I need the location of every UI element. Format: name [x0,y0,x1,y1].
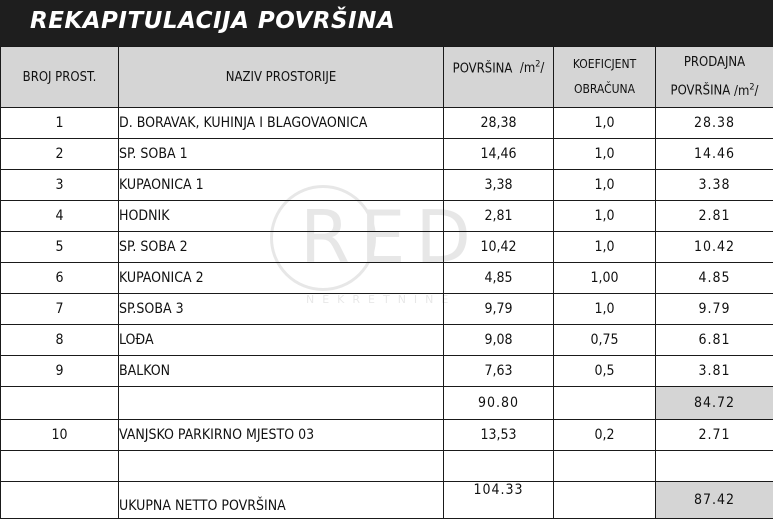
room-number: 8 [1,325,119,356]
subtotal-name [119,387,444,420]
table-header-row [1,47,773,108]
room-coefficient: 0,5 [554,356,656,387]
room-name: SP. SOBA 1 [119,139,444,170]
table-row [1,201,773,232]
subtotal-coef [554,387,656,420]
table-row [1,232,773,263]
total-name: UKUPNA NETTO POVRŠINA [119,482,444,519]
watermark-subtitle: NEKRETNINE [306,293,456,306]
room-sale-area: 28.38 [656,108,773,139]
room-number: 9 [1,356,119,387]
room-number: 6 [1,263,119,294]
room-area: 14,46 [444,139,554,170]
room-sale-area: 3.38 [656,170,773,201]
recap-table [0,46,773,519]
grand-total-row [1,482,773,519]
subtotal-row [1,387,773,420]
header-name: NAZIV PROSTORIJE [119,47,444,108]
empty-row [1,451,773,482]
room-name: KUPAONICA 2 [119,263,444,294]
room-name: SP.SOBA 3 [119,294,444,325]
table-row [1,139,773,170]
header-number: BROJ PROST. [1,47,119,108]
room-area: 7,63 [444,356,554,387]
table-row [1,108,773,139]
room-area: 2,81 [444,201,554,232]
total-coef [554,482,656,519]
room-rows [1,108,773,387]
room-name: HODNIK [119,201,444,232]
room-sale-area: 10.42 [656,232,773,263]
room-name: LOĐA [119,325,444,356]
room-coefficient: 1,0 [554,201,656,232]
parking-area: 13,53 [444,420,554,451]
room-area: 10,42 [444,232,554,263]
total-sale: 87.42 [656,482,773,519]
subtotal-sale: 84.72 [656,387,773,420]
parking-name: VANJSKO PARKIRNO MJESTO 03 [119,420,444,451]
room-sale-area: 14.46 [656,139,773,170]
header-coef-line2: OBRAČUNA [554,77,655,102]
subtotal-num [1,387,119,420]
header-area-label: POVRŠINA [453,61,513,76]
room-sale-area: 4.85 [656,263,773,294]
room-area: 9,08 [444,325,554,356]
header-sale-area [656,47,773,108]
room-sale-area: 2.81 [656,201,773,232]
room-sale-area: 9.79 [656,294,773,325]
room-number: 4 [1,201,119,232]
table-row [1,325,773,356]
room-area: 4,85 [444,263,554,294]
header-area-unit: $/m^2/$ [516,61,544,76]
room-number: 2 [1,139,119,170]
parking-num: 10 [1,420,119,451]
room-name: BALKON [119,356,444,387]
room-number: 7 [1,294,119,325]
room-area: 3,38 [444,170,554,201]
room-name: KUPAONICA 1 [119,170,444,201]
room-area: 9,79 [444,294,554,325]
title-bar [0,0,773,46]
room-name: SP. SOBA 2 [119,232,444,263]
room-coefficient: 0,75 [554,325,656,356]
room-coefficient: 1,0 [554,232,656,263]
room-area: 28,38 [444,108,554,139]
room-coefficient: 1,00 [554,263,656,294]
room-number: 3 [1,170,119,201]
parking-sale: 2.71 [656,420,773,451]
header-coef-line1: KOEFICJENT [554,52,655,77]
header-area [444,47,554,108]
room-coefficient: 1,0 [554,170,656,201]
summary-rows [1,387,773,519]
document-title: REKAPITULACIJA POVRŠINA [30,8,395,34]
header-coefficient [554,47,656,108]
total-num [1,482,119,519]
room-coefficient: 1,0 [554,139,656,170]
room-name: D. BORAVAK, KUHINJA I BLAGOVAONICA [119,108,444,139]
room-sale-area: 6.81 [656,325,773,356]
header-sale-line2: POVRŠINA $/m^2/$ [656,75,773,103]
room-coefficient: 1,0 [554,108,656,139]
total-area: 104.33 [444,482,554,519]
parking-row [1,420,773,451]
table-row [1,263,773,294]
parking-coef: 0,2 [554,420,656,451]
watermark-letters: RED [300,195,481,279]
header-sale-line1: PRODAJNA [656,50,773,75]
table-row [1,170,773,201]
room-sale-area: 3.81 [656,356,773,387]
subtotal-area: 90.80 [444,387,554,420]
table-row [1,356,773,387]
room-number: 5 [1,232,119,263]
room-number: 1 [1,108,119,139]
table-row [1,294,773,325]
room-coefficient: 1,0 [554,294,656,325]
